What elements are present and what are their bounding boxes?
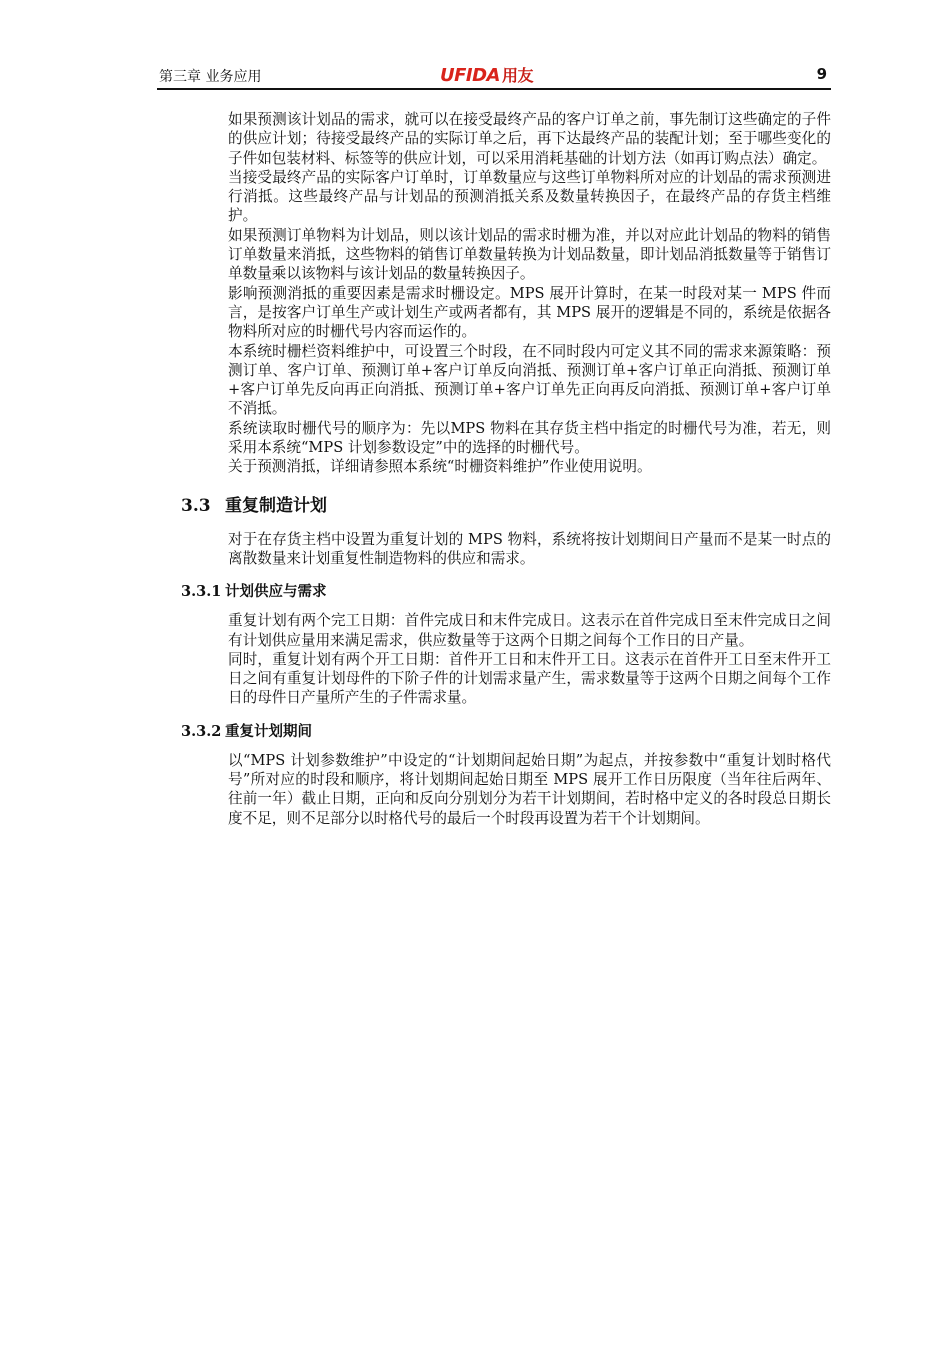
paragraph: 同时，重复计划有两个开工日期：首件开工日和末件开工日。这表示在首件开工日至末件开工日之间有重复计划母件的下阶子件的计划需求量产生，需求数量等于这两个日期之间每个工作日的母件日产量所产生的子件需求量。 xyxy=(228,650,831,707)
paragraph: 影响预测消抵的重要因素是需求时栅设定。MPS 展开计算时，在某一时段对某一 MPS 件而言，是按客户订单生产或计划生产或两者都有，其 MPS 展开的逻辑是不同的，系统是依据各物料所对应的时栅代号内容而运作的。 xyxy=(228,284,831,341)
paragraph: 关于预测消抵，详细请参照本系统“时栅资料维护”作业使用说明。 xyxy=(228,458,652,476)
paragraph: 如果预测订单物料为计划品，则以该计划品的需求时栅为准，并以对应此计划品的物料的销售订单数量来消抵，这些物料的销售订单数量转换为计划品数量，即计划品消抵数量等于销售订单数量乘以该物料与该计划品的数量转换因子。 xyxy=(228,226,831,283)
section-heading-3-3-2 xyxy=(181,720,831,741)
section-heading-3-3-1 xyxy=(181,580,831,601)
page-number: 9 xyxy=(816,65,827,83)
section-number: 3.3.1 xyxy=(181,583,222,601)
paragraph: 对于在存货主档中设置为重复计划的 MPS 物料，系统将按计划期间日产量而不是某一时点的离散数量来计划重复性制造物料的供应和需求。 xyxy=(228,530,831,567)
section-heading-3-3 xyxy=(181,491,831,516)
section-title: 重复计划期间 xyxy=(225,722,312,740)
section-number: 3.3.2 xyxy=(181,722,222,740)
section-title: 计划供应与需求 xyxy=(225,583,327,601)
ufida-logo xyxy=(440,63,533,86)
page-body xyxy=(157,110,831,828)
paragraph: 以“MPS 计划参数维护”中设定的“计划期间起始日期”为起点，并按参数中“重复计划时格代号”所对应的时段和顺序，将计划期间起始日期至 MPS 展开工作日历限度（当年往后两年、往前一年）截止日期，正向和反向分别划分为若干计划期间，若时格中定义的各时段总日期长度不足，则不足部分以时格代号的最后一个时段再设置为若干个计划期间。 xyxy=(228,751,831,827)
chapter-title: 第三章 业务应用 xyxy=(159,69,262,85)
paragraph: 如果预测该计划品的需求，就可以在接受最终产品的客户订单之前，事先制订这些确定的子件的供应计划；待接受最终产品的实际订单之后，再下达最终产品的装配计划；至于哪些变化的子件如包装材料、标签等的供应计划，可以采用消耗基础的计划方法（如再订购点法）确定。 xyxy=(228,111,831,167)
paragraph: 重复计划有两个完工日期：首件完成日和末件完成日。这表示在首件完成日至末件完成日之间有计划供应量用来满足需求，供应数量等于这两个日期之间每个工作日的日产量。 xyxy=(228,612,831,649)
section-title: 重复制造计划 xyxy=(225,495,327,516)
logo-cn-text: 用友 xyxy=(501,66,533,85)
page-header xyxy=(157,62,831,90)
paragraph: 系统读取时栅代号的顺序为：先以MPS 物料在其存货主档中指定的时栅代号为准，若无，则采用本系统“MPS 计划参数设定”中的选择的时栅代号。 xyxy=(228,419,831,457)
paragraph: 本系统时栅栏资料维护中，可设置三个时段，在不同时段内可定义其不同的需求来源策略：预测订单、客户订单、预测订单+客户订单反向消抵、预测订单+客户订单正向消抵、预测订单+客户订单先反向再正向消抵、预测订单+客户订单先正向再反向消抵、预测订单+客户订单不消抵。 xyxy=(228,342,831,418)
section-number: 3.3 xyxy=(181,495,211,516)
logo-brand-text: UFIDA xyxy=(440,65,500,86)
paragraph: 当接受最终产品的实际客户订单时，订单数量应与这些订单物料所对应的计划品的需求预测进行消抵。这些最终产品与计划品的预测消抵关系及数量转换因子，在最终产品的存货主档维护。 xyxy=(228,168,831,225)
